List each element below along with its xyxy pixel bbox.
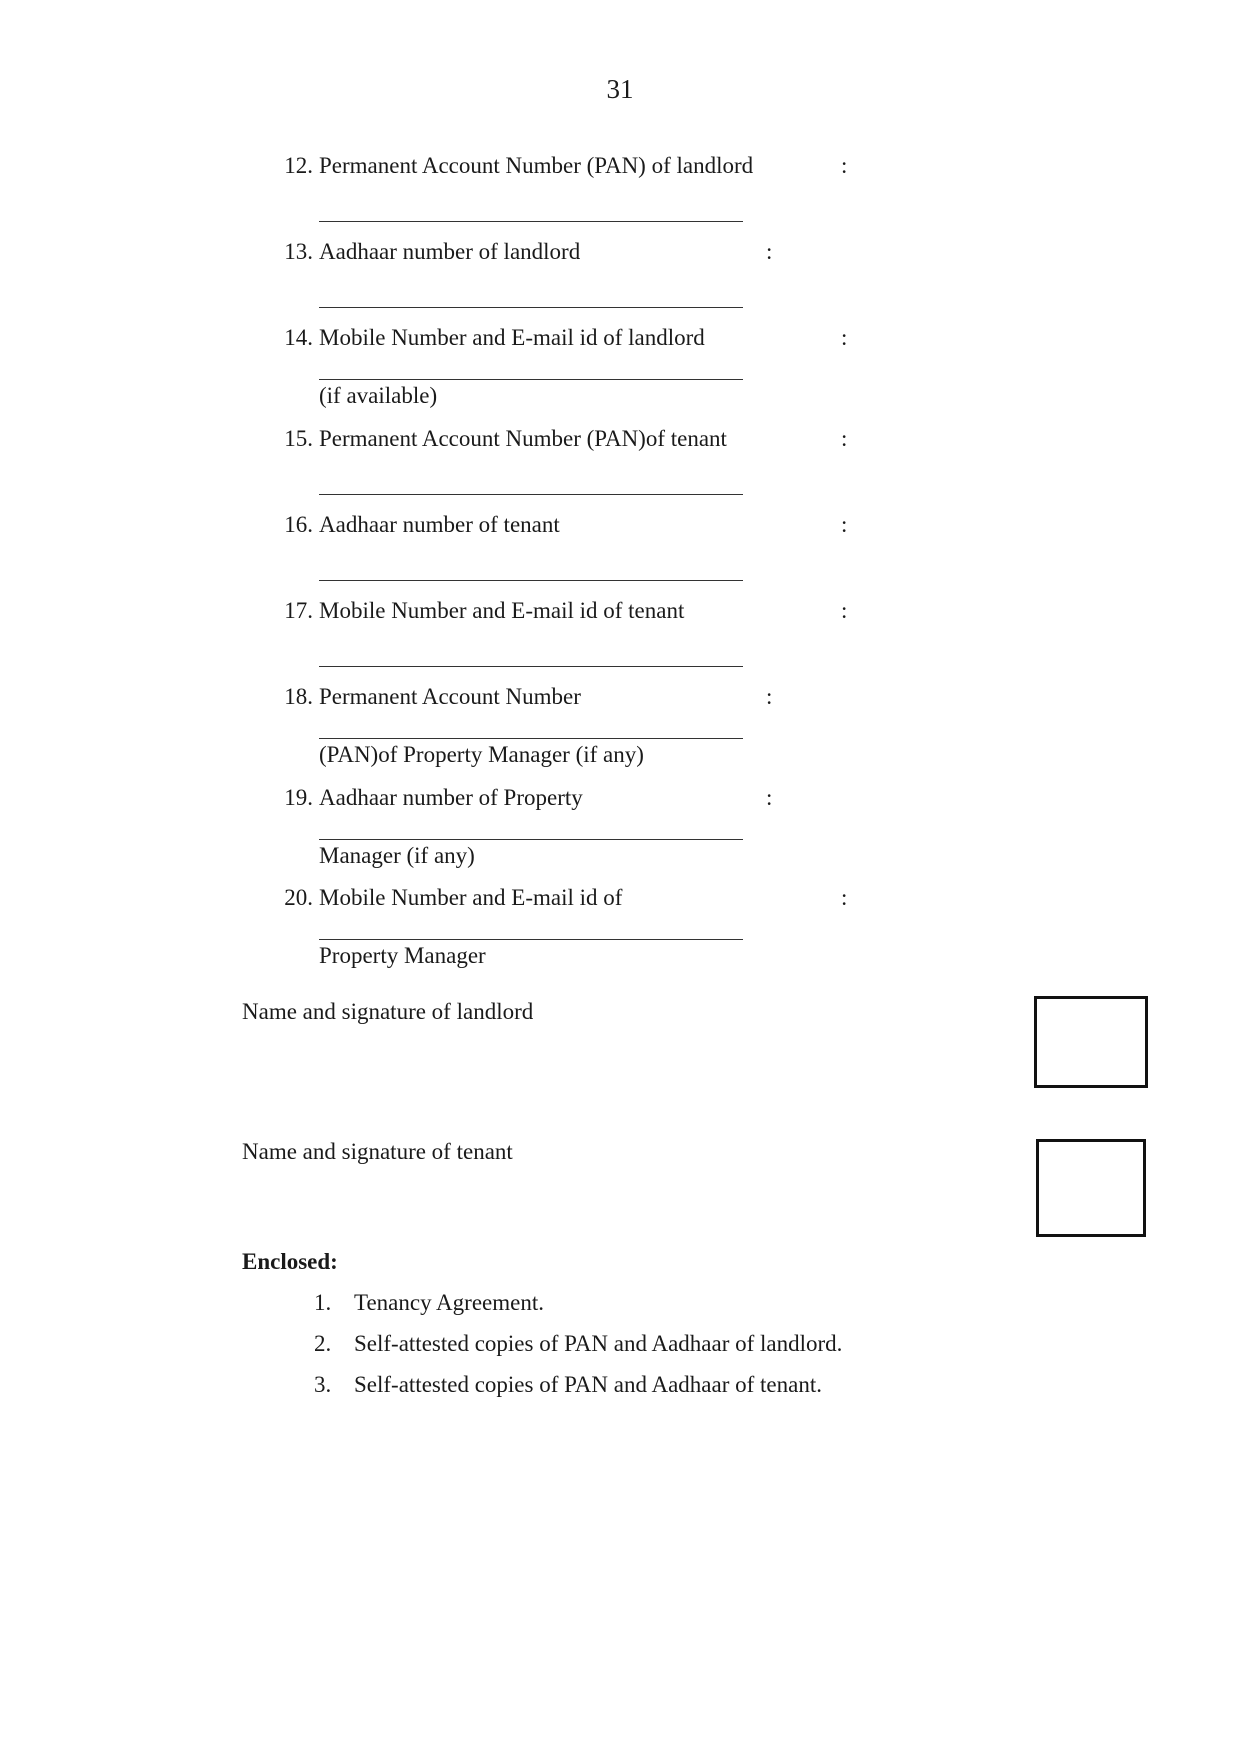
field-label: Aadhaar number of Property xyxy=(319,785,583,810)
blank-line[interactable] xyxy=(319,221,743,222)
field-colon: : xyxy=(841,598,848,623)
field-sublabel: Manager (if any) xyxy=(319,843,475,868)
field-label: Mobile Number and E-mail id of landlord xyxy=(319,325,705,350)
field-pan-tenant xyxy=(279,424,859,464)
enclosed-heading: Enclosed: xyxy=(242,1249,338,1274)
field-sublabel: (if available) xyxy=(319,383,438,408)
field-label: Permanent Account Number xyxy=(319,684,581,709)
enclosure-text: Tenancy Agreement. xyxy=(354,1290,544,1315)
enclosure-item xyxy=(314,1329,842,1359)
field-number: 15. xyxy=(284,426,313,451)
blank-line[interactable] xyxy=(319,580,743,581)
enclosure-number: 2. xyxy=(314,1331,332,1356)
field-number: 14. xyxy=(284,325,313,350)
field-number: 19. xyxy=(284,785,313,810)
blank-line[interactable] xyxy=(319,379,743,380)
field-sublabel: Property Manager xyxy=(319,943,486,968)
enclosure-item xyxy=(314,1288,544,1318)
enclosure-text: Self-attested copies of PAN and Aadhaar of landlord. xyxy=(354,1331,843,1356)
page-number: 31 xyxy=(606,74,634,104)
field-contact-tenant xyxy=(279,596,859,636)
field-number: 13. xyxy=(284,239,313,264)
blank-line[interactable] xyxy=(319,839,743,840)
field-aadhaar-tenant xyxy=(279,510,859,550)
field-aadhaar-landlord xyxy=(279,237,859,277)
tenant-signature-box[interactable] xyxy=(1036,1139,1146,1237)
field-contact-landlord xyxy=(279,323,859,408)
landlord-signature-label: Name and signature of landlord xyxy=(242,999,534,1024)
field-number: 17. xyxy=(284,598,313,623)
field-label: Mobile Number and E-mail id of xyxy=(319,885,623,910)
field-pan-property-manager xyxy=(279,682,859,767)
blank-line[interactable] xyxy=(319,307,743,308)
field-colon: : xyxy=(841,426,848,451)
field-label: Aadhaar number of tenant xyxy=(319,512,560,537)
field-label: Mobile Number and E-mail id of tenant xyxy=(319,598,685,623)
blank-line[interactable] xyxy=(319,494,743,495)
enclosure-number: 3. xyxy=(314,1372,332,1397)
field-number: 16. xyxy=(284,512,313,537)
field-label: Permanent Account Number (PAN)of tenant xyxy=(319,426,727,451)
blank-line[interactable] xyxy=(319,738,743,739)
field-number: 12. xyxy=(284,153,313,178)
landlord-signature-box[interactable] xyxy=(1034,996,1148,1088)
field-colon: : xyxy=(766,239,773,264)
field-colon: : xyxy=(766,785,773,810)
enclosure-number: 1. xyxy=(314,1290,332,1315)
field-colon: : xyxy=(841,153,848,178)
field-number: 20. xyxy=(284,885,313,910)
field-label: Aadhaar number of landlord xyxy=(319,239,581,264)
blank-line[interactable] xyxy=(319,666,743,667)
enclosure-text: Self-attested copies of PAN and Aadhaar of tenant. xyxy=(354,1372,822,1397)
field-contact-property-manager xyxy=(279,883,859,968)
field-label: Permanent Account Number (PAN) of landlord xyxy=(319,153,754,178)
enclosure-item xyxy=(314,1370,822,1400)
field-colon: : xyxy=(841,325,848,350)
field-colon: : xyxy=(841,512,848,537)
tenant-signature-label: Name and signature of tenant xyxy=(242,1139,513,1164)
field-pan-landlord xyxy=(279,151,859,191)
field-sublabel: (PAN)of Property Manager (if any) xyxy=(319,742,644,767)
blank-line[interactable] xyxy=(319,939,743,940)
field-aadhaar-property-manager xyxy=(279,783,859,868)
field-colon: : xyxy=(766,684,773,709)
field-number: 18. xyxy=(284,684,313,709)
field-colon: : xyxy=(841,885,848,910)
